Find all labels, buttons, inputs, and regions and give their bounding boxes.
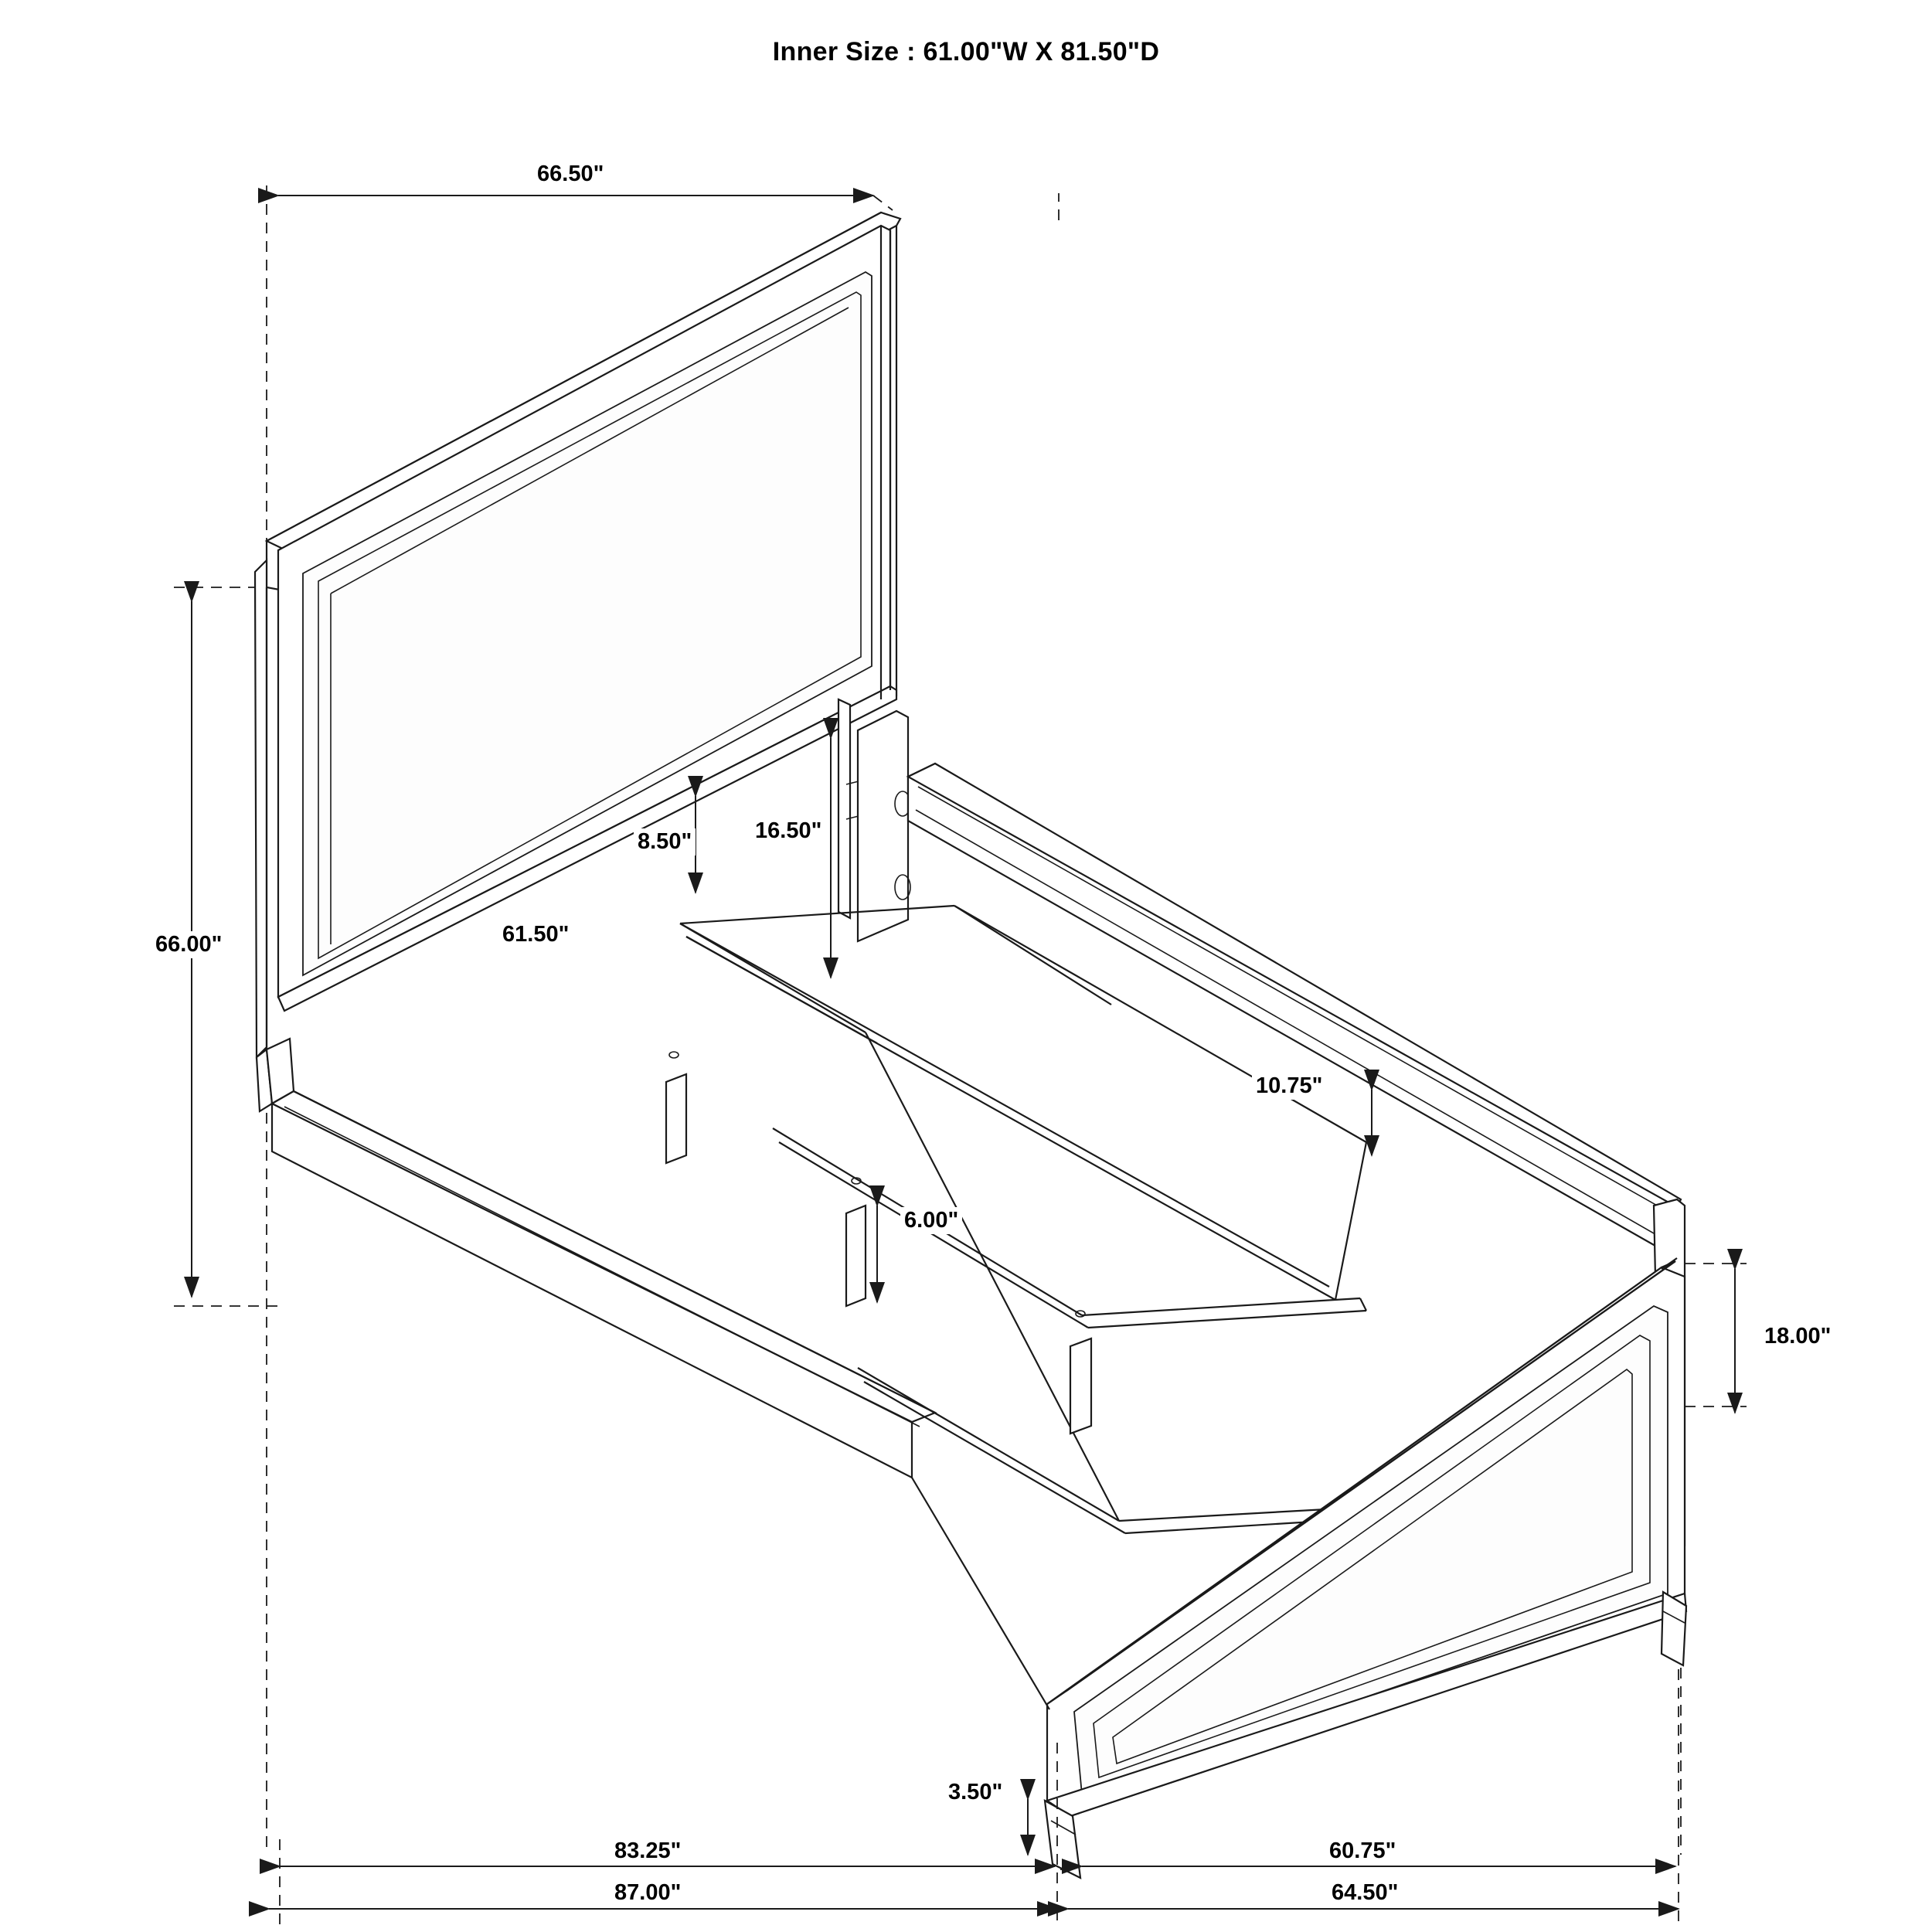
- headboard-bracket: [838, 699, 910, 941]
- dim-side-rail-length: 83.25": [611, 1838, 685, 1865]
- dim-headboard-width: 66.50": [533, 161, 607, 188]
- dim-footboard-height: 18.00": [1760, 1323, 1835, 1350]
- dim-leg-height: 3.50": [944, 1779, 1006, 1806]
- footboard: [912, 1199, 1686, 1878]
- dim-rail-height: 16.50": [751, 818, 825, 845]
- dim-center-support-height: 6.00": [900, 1207, 962, 1234]
- dim-overall-height: 66.00": [151, 931, 226, 958]
- side-rail-left: [272, 1091, 935, 1478]
- dim-overall-length: 87.00": [611, 1879, 685, 1906]
- dim-slat-clearance: 10.75": [1252, 1073, 1326, 1100]
- page-title: Inner Size : 61.00"W X 81.50"D: [772, 37, 1160, 66]
- dim-headboard-panel-width: 61.50": [498, 921, 573, 948]
- dim-footboard-inner-width: 60.75": [1325, 1838, 1400, 1865]
- dim-footboard-width: 64.50": [1328, 1879, 1402, 1906]
- dim-rail-gap: 8.50": [634, 828, 696, 855]
